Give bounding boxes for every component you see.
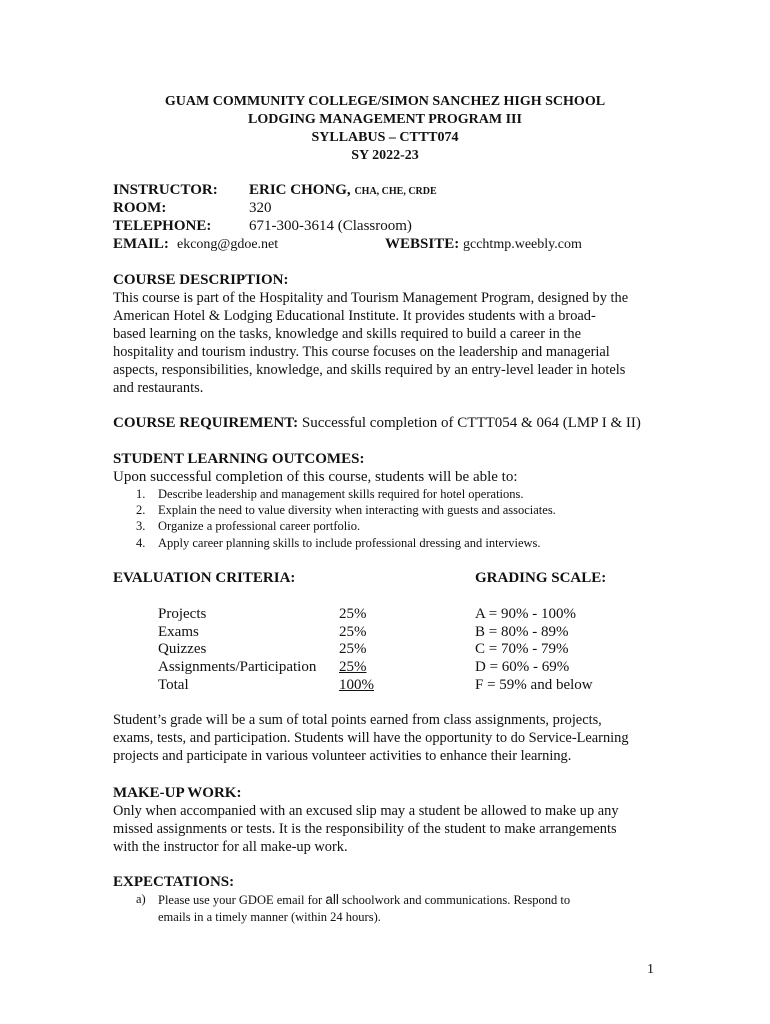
- outcomes-intro: Upon successful completion of this course, students will be able to:: [113, 469, 518, 485]
- course-requirement-text: Successful completion of CTTT054 & 064 (LMP I & II): [301, 415, 641, 431]
- expectation-item-line2: emails in a timely manner (within 24 hours).: [158, 910, 381, 924]
- evaluation-label: Assignments/Participation: [158, 659, 317, 675]
- expectation-item: [158, 892, 570, 908]
- header-school-year: SY 2022-23: [351, 148, 419, 163]
- instructor-label: INSTRUCTOR:: [113, 182, 218, 198]
- evaluation-value: 25%: [339, 624, 367, 640]
- grade-row: A = 90% - 100%: [475, 606, 576, 622]
- page-number: 1: [647, 962, 654, 977]
- description-line: and restaurants.: [113, 379, 204, 396]
- header-program: LODGING MANAGEMENT PROGRAM III: [248, 112, 522, 127]
- course-description-heading: COURSE DESCRIPTION:: [113, 272, 289, 288]
- grade-note-line: Student’s grade will be a sum of total points earned from class assignments, projects,: [113, 712, 602, 728]
- header-school: GUAM COMMUNITY COLLEGE/SIMON SANCHEZ HIGH SCHOOL: [164, 94, 606, 109]
- evaluation-total: 100%: [339, 677, 374, 693]
- email-label: EMAIL:: [113, 236, 169, 252]
- description-line: aspects, responsibilities, knowledge, and skills required by an entry-level leader in hotels: [113, 361, 626, 378]
- evaluation-value: 25%: [339, 641, 367, 657]
- outcome-item: Explain the need to value diversity when interacting with guests and associates.: [158, 503, 556, 517]
- grading-heading: GRADING SCALE:: [475, 570, 607, 586]
- evaluation-value: 25%: [339, 606, 367, 622]
- description-line: hospitality and tourism industry. This course focuses on the leadership and managerial: [113, 343, 610, 360]
- outcome-number: 3.: [136, 519, 146, 533]
- makeup-heading: MAKE-UP WORK:: [113, 785, 242, 801]
- email-value[interactable]: ekcong@gdoe.net: [177, 237, 279, 252]
- room-value: 320: [249, 200, 272, 216]
- description-line: This course is part of the Hospitality and Tourism Management Program, designed by the: [113, 290, 629, 306]
- makeup-line: missed assignments or tests. It is the responsibility of the student to make arrangements: [113, 820, 617, 837]
- room-label: ROOM:: [113, 200, 167, 216]
- course-description-text: [113, 290, 661, 397]
- makeup-line: Only when accompanied with an excused slip may a student be allowed to make up any: [113, 803, 619, 819]
- grade-row: B = 80% - 89%: [475, 624, 569, 640]
- grade-note-line: projects and participate in various volunteer activities to enhance their learning.: [113, 747, 572, 764]
- description-line: American Hotel & Lodging Educational Institute. It provides students with a broad-: [113, 307, 596, 324]
- instructor-credentials: CHA, CHE, CRDE: [354, 186, 437, 197]
- expectation-text-end: schoolwork and communications. Respond to: [338, 893, 571, 907]
- outcome-item: Describe leadership and management skills required for hotel operations.: [158, 487, 524, 501]
- website-label: WEBSITE:: [385, 236, 460, 252]
- evaluation-label: Projects: [158, 606, 207, 622]
- description-line: based learning on the tasks, knowledge and skills required to build a career in the: [113, 325, 581, 342]
- outcome-number: 1.: [136, 487, 146, 501]
- grade-row: D = 60% - 69%: [475, 659, 570, 675]
- outcome-number: 4.: [136, 536, 146, 550]
- evaluation-label: Exams: [158, 624, 199, 640]
- outcome-item: Apply career planning skills to include professional dressing and interviews.: [158, 536, 541, 550]
- header-syllabus: SYLLABUS – CTTT074: [311, 130, 459, 145]
- expectation-emphasis: all: [325, 892, 339, 907]
- course-requirement-heading: COURSE REQUIREMENT:: [113, 415, 299, 431]
- grade-note: [113, 712, 661, 766]
- makeup-line: with the instructor for all make-up work.: [113, 838, 348, 855]
- outcomes-heading: STUDENT LEARNING OUTCOMES:: [113, 451, 365, 467]
- grade-note-line: exams, tests, and participation. Students will have the opportunity to do Service-Learning: [113, 729, 629, 746]
- evaluation-heading: EVALUATION CRITERIA:: [113, 570, 296, 586]
- outcome-item: Organize a professional career portfolio.: [158, 519, 361, 533]
- instructor-value: [249, 182, 437, 199]
- expectation-text-start: Please use your GDOE email for: [158, 893, 326, 907]
- expectation-label: a): [136, 892, 146, 906]
- makeup-text: [113, 803, 661, 857]
- website-value[interactable]: gcchtmp.weebly.com: [463, 237, 582, 252]
- telephone-value: 671-300-3614 (Classroom): [249, 218, 412, 234]
- course-requirement: [113, 415, 641, 432]
- telephone-label: TELEPHONE:: [113, 218, 212, 234]
- grade-row: F = 59% and below: [475, 677, 593, 693]
- evaluation-label: Quizzes: [158, 641, 207, 657]
- evaluation-value: 25%: [339, 659, 367, 675]
- outcome-number: 2.: [136, 503, 146, 517]
- instructor-name: ERIC CHONG,: [249, 182, 351, 198]
- grade-row: C = 70% - 79%: [475, 641, 569, 657]
- expectations-heading: EXPECTATIONS:: [113, 874, 235, 890]
- evaluation-label: Total: [158, 677, 189, 693]
